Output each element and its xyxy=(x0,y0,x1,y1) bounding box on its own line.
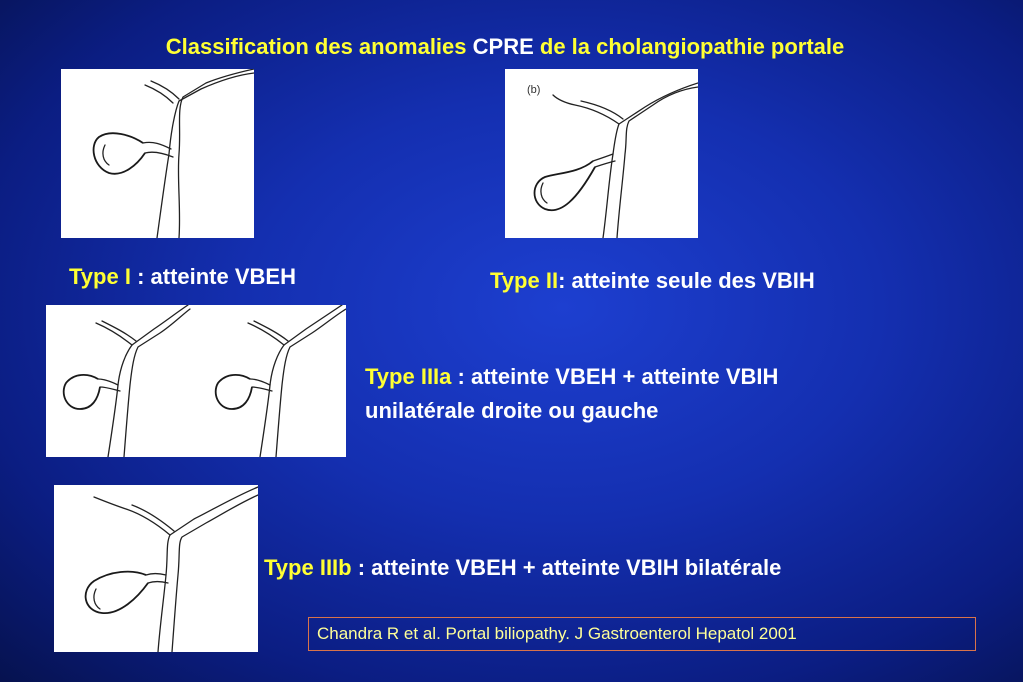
label-type-1-desc: : atteinte VBEH xyxy=(130,264,296,289)
label-type-1-name: Type I xyxy=(69,264,131,289)
label-type-2 xyxy=(490,268,815,294)
label-type-1 xyxy=(69,264,296,290)
diagram-type-2 xyxy=(505,69,698,238)
label-type-3a-line2: unilatérale droite ou gauche xyxy=(365,398,659,423)
title-cpre: CPRE xyxy=(472,34,534,59)
label-type-3b xyxy=(264,555,781,581)
panel-b-letter: (b) xyxy=(527,84,541,96)
label-type-2-name: Type II xyxy=(490,268,559,293)
reference-citation: Chandra R et al. Portal biliopathy. J Gastroenterol Hepatol 2001 xyxy=(308,617,976,651)
label-type-3a-name: Type IIIa xyxy=(365,364,452,389)
label-type-3b-name: Type IIIb xyxy=(264,555,352,580)
title-part3: de la cholangiopathie portale xyxy=(533,34,845,59)
diagram-type-3a-left xyxy=(64,305,190,457)
label-type-3a xyxy=(365,360,778,428)
diagram-type-3a xyxy=(46,305,346,457)
diagram-type-3a-right xyxy=(216,305,346,457)
label-type-3a-desc: : atteinte VBEH + atteinte VBIH xyxy=(451,364,779,389)
label-type-2-desc: : atteinte seule des VBIH xyxy=(558,268,815,293)
title-part1: Classification des anomalies xyxy=(165,34,473,59)
diagram-type-3b xyxy=(54,485,258,652)
slide-title xyxy=(0,34,1010,60)
diagram-type-1 xyxy=(61,69,254,238)
label-type-3b-desc: : atteinte VBEH + atteinte VBIH bilatérale xyxy=(351,555,782,580)
